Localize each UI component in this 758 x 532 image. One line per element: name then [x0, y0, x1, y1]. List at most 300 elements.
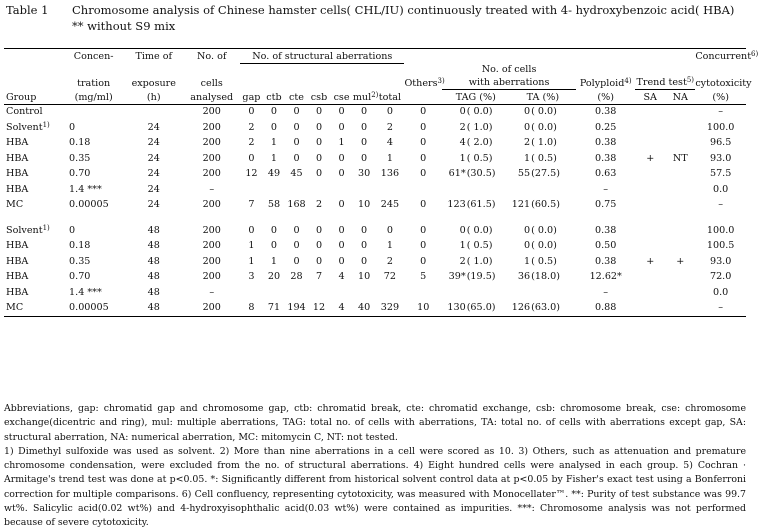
cell-cse	[330, 182, 353, 198]
cell-mul	[353, 285, 376, 301]
header-trend: Trend test$^{5)}$	[635, 63, 695, 90]
header-cyto-3: (%)	[695, 90, 746, 105]
cell-tag-p: (19.5)	[466, 271, 496, 283]
cell-tag-n: 0	[459, 106, 466, 118]
cell-trend-sa: +	[646, 152, 655, 164]
cell-conc: 0.18	[69, 240, 91, 252]
cell-trend-sa	[635, 167, 665, 183]
cell-trend-na	[665, 104, 695, 120]
cell-time: 24	[147, 121, 160, 133]
cell-cells: 200	[202, 240, 221, 252]
cell-cytotoxicity: 93.0	[709, 255, 732, 267]
cell-cytotoxicity: –	[695, 301, 746, 317]
cell-others: 0	[420, 199, 427, 211]
cell-cse: 0	[338, 199, 345, 211]
header-row-3	[4, 90, 746, 105]
cell-ta-p: ( 0.5)	[531, 255, 557, 267]
cell-cells: 200	[202, 137, 221, 149]
cell-ta-n: 1	[523, 152, 531, 164]
cell-trend-na	[665, 285, 695, 301]
cell-cse: 4	[330, 301, 353, 317]
cell-mul: 0	[361, 152, 368, 164]
header-ta: TA (%)	[510, 90, 577, 105]
header-cyto-1: Concurrent$^{6)}$	[695, 50, 758, 62]
table-notes	[4, 402, 746, 531]
cell-ta-n: 36	[517, 271, 531, 283]
cell-ta-n	[510, 285, 531, 301]
cell-cytotoxicity: 96.5	[709, 137, 732, 149]
table-row	[4, 254, 746, 270]
cell-trend-na	[665, 270, 695, 286]
header-group: Group	[4, 90, 63, 105]
cell-cytotoxicity: –	[718, 199, 724, 211]
cell-trend-na	[665, 167, 695, 183]
cell-gap: 0	[248, 106, 255, 118]
cell-total	[375, 285, 404, 301]
table-row	[4, 120, 746, 136]
cell-cells: –	[209, 286, 215, 298]
table-row	[4, 239, 746, 255]
cell-mul: 0	[361, 224, 368, 236]
cell-gap: 2	[248, 121, 255, 133]
cell-cse: 4	[338, 271, 345, 283]
cell-tag-p: ( 0.5)	[466, 240, 493, 252]
cell-ta-p: (63.0)	[531, 301, 576, 317]
cell-others	[404, 285, 442, 301]
cell-conc: 0.00005	[69, 199, 109, 211]
cell-polyploid: –	[603, 183, 609, 195]
cell-polyploid: 0.38	[595, 255, 617, 267]
cell-cse: 0	[338, 224, 345, 236]
cell-cells: 200	[202, 121, 221, 133]
cell-ctb: 49	[267, 168, 281, 180]
cell-cytotoxicity: 100.0	[706, 224, 735, 236]
cell-polyploid: 0.38	[595, 224, 617, 236]
cell-csb	[308, 182, 331, 198]
cell-tag-n: 2	[459, 255, 466, 267]
cell-polyploid: 0.38	[595, 152, 617, 164]
cell-ctb: 0	[270, 240, 278, 252]
cell-time: 24	[147, 137, 160, 149]
cell-polyploid: 0.25	[595, 121, 617, 133]
cell-others: 5	[420, 271, 427, 283]
cell-conc: 0.70	[69, 168, 91, 180]
cell-conc: 0.35	[69, 152, 91, 164]
table-row	[4, 198, 746, 214]
cell-gap: 1	[248, 240, 255, 252]
cell-csb: 0	[315, 137, 323, 149]
cell-cytotoxicity: 100.5	[706, 240, 735, 252]
cell-time: 48	[147, 240, 160, 252]
cell-csb: 0	[315, 255, 323, 267]
header-na: NA	[665, 90, 695, 105]
cell-gap	[240, 285, 263, 301]
cell-others: 0	[420, 121, 427, 133]
cell-cte: 168	[287, 199, 306, 211]
cell-gap: 8	[240, 301, 263, 317]
cell-mul: 10	[357, 199, 371, 211]
cell-ta-n: 0	[523, 240, 531, 252]
cell-ctb: 1	[270, 137, 278, 149]
cell-polyploid: 0.38	[595, 106, 617, 118]
cell-conc: 0.00005	[63, 301, 124, 317]
cell-trend-sa	[635, 270, 665, 286]
header-time-1: Time of	[124, 49, 183, 64]
cell-tag-n: 123	[447, 199, 466, 211]
cell-cells: 200	[183, 301, 240, 317]
cell-trend-na	[665, 301, 695, 317]
cell-ta-p: ( 1.0)	[531, 137, 557, 149]
cell-tag-n: 0	[459, 224, 466, 236]
header-time-3: (h)	[124, 90, 183, 105]
cell-ta-n: 0	[523, 121, 531, 133]
cell-ctb: 71	[263, 301, 286, 317]
cell-csb: 7	[315, 271, 323, 283]
cell-cells: –	[209, 183, 215, 195]
cell-trend-na	[665, 223, 695, 239]
cell-others: 0	[420, 224, 427, 236]
cell-tag-p: (65.0)	[467, 301, 510, 317]
cell-gap: 12	[245, 168, 258, 180]
cell-trend-na: NT	[672, 152, 688, 164]
cell-total: 2	[386, 121, 393, 133]
cell-trend-na	[665, 198, 695, 214]
cell-total: 72	[383, 271, 396, 283]
cell-trend-sa	[635, 182, 665, 198]
table-title: Chromosome analysis of Chinese hamster cells( CHL/IU) continuously treated with 4- hydroxybenzoic acid( HBA) ** without S9 mix	[72, 3, 735, 33]
cell-ta-n: 1	[523, 255, 531, 267]
header-gap: gap	[240, 90, 263, 105]
cell-tag-p: ( 2.0)	[466, 137, 493, 149]
cell-tag-p	[467, 182, 510, 198]
cell-gap	[240, 182, 263, 198]
cell-cte: 0	[293, 106, 300, 118]
header-cells-3: analysed	[183, 90, 240, 105]
header-ctb: ctb	[263, 90, 286, 105]
cell-cells: 200	[202, 199, 221, 211]
header-csb: csb	[308, 90, 331, 105]
cell-ta-p: (27.5)	[531, 168, 560, 180]
cell-mul: 0	[361, 106, 368, 118]
cell-group: HBA	[6, 240, 29, 252]
cell-ctb	[263, 182, 286, 198]
cell-gap: 2	[248, 137, 255, 149]
cell-conc: 0	[69, 224, 76, 236]
cell-total: 2	[386, 255, 393, 267]
table-row	[4, 151, 746, 167]
row-spacer	[4, 213, 746, 223]
cell-others: 0	[420, 137, 427, 149]
cell-others	[404, 182, 442, 198]
cell-cse: 0	[338, 106, 345, 118]
cell-mul	[353, 182, 376, 198]
cell-tag-p: (30.5)	[466, 168, 496, 180]
cell-others: 0	[420, 168, 427, 180]
header-sa: SA	[635, 90, 665, 105]
cell-total: 329	[375, 301, 404, 317]
cell-time: 24	[147, 199, 160, 211]
cell-ta-p: (60.5)	[531, 199, 560, 211]
cell-mul: 0	[361, 240, 368, 252]
cell-conc: 0.18	[69, 137, 91, 149]
cell-tag-p: ( 1.0)	[466, 121, 493, 133]
header-polyploid: Polyploid$^{4)}$	[579, 76, 632, 89]
cell-gap: 3	[248, 271, 255, 283]
cell-others: 10	[404, 301, 442, 317]
table-row	[4, 270, 746, 286]
table-body	[4, 104, 746, 317]
cell-ta-n: 55	[517, 168, 531, 180]
cell-others: 0	[420, 255, 427, 267]
cell-conc: 0	[69, 121, 76, 133]
cell-csb: 0	[315, 106, 323, 118]
cell-group: HBA	[6, 152, 29, 164]
cell-ctb: 20	[267, 271, 281, 283]
header-others: Others$^{3)}$	[404, 76, 445, 89]
cell-polyploid: 0.63	[595, 168, 617, 180]
cell-tag-n: 4	[459, 137, 466, 149]
cell-total	[375, 182, 404, 198]
cell-trend-sa	[635, 120, 665, 136]
cell-trend-sa	[635, 104, 665, 120]
cell-trend-na	[665, 120, 695, 136]
header-structural: No. of structural aberrations	[240, 49, 404, 64]
header-total: total	[375, 90, 404, 105]
cell-cte: 194	[285, 301, 308, 317]
cell-cse: 0	[338, 121, 345, 133]
cell-time: 24	[147, 152, 160, 164]
cell-tag-p: ( 0.5)	[466, 152, 493, 164]
cell-total: 0	[386, 224, 393, 236]
header-cse: cse	[330, 90, 353, 105]
cell-tag-p: ( 0.0)	[466, 224, 493, 236]
cell-mul: 0	[361, 255, 368, 267]
cell-ctb: 1	[270, 152, 278, 164]
header-cyto-2: cytotoxicity	[695, 77, 752, 89]
cell-total: 0	[386, 106, 393, 118]
cell-group: HBA	[6, 168, 29, 180]
cell-conc	[63, 104, 124, 120]
cell-tag-n: 61*	[448, 168, 466, 180]
cell-tag-n: 2	[459, 121, 466, 133]
table-row	[4, 104, 746, 120]
cell-cytotoxicity: 57.5	[709, 168, 732, 180]
cell-csb: 0	[315, 224, 323, 236]
cell-tag-p: ( 1.0)	[466, 255, 493, 267]
cell-time: 48	[147, 255, 160, 267]
cell-total: 136	[380, 168, 400, 180]
cell-time	[124, 104, 183, 120]
cell-csb	[308, 285, 331, 301]
cell-group: HBA	[6, 183, 29, 195]
cell-csb: 0	[315, 121, 323, 133]
cell-cse	[330, 285, 353, 301]
cell-cytotoxicity: 0.0	[713, 286, 729, 298]
cell-time: 48	[124, 301, 183, 317]
cell-trend-na: +	[676, 255, 685, 267]
cell-time: 48	[147, 271, 160, 283]
cell-tag-n: 39*	[448, 271, 466, 283]
cell-others: 0	[420, 106, 427, 118]
cell-ta-p	[531, 182, 576, 198]
cell-cse: 0	[338, 255, 345, 267]
cell-group: MC	[4, 301, 63, 317]
cell-group: HBA	[6, 137, 29, 149]
cell-cse: 0	[338, 168, 345, 180]
cell-mul: 10	[357, 271, 371, 283]
cell-trend-sa	[635, 136, 665, 152]
header-time-2: exposure	[131, 77, 176, 89]
cell-ctb: 1	[270, 255, 278, 267]
cell-ta-p: ( 0.0)	[531, 240, 557, 252]
cell-tag-p	[467, 285, 510, 301]
header-tag: TAG (%)	[442, 90, 510, 105]
cell-time: 24	[147, 183, 160, 195]
cell-cells: 200	[202, 106, 221, 118]
cell-ta-n: 0	[523, 224, 531, 236]
cell-others: 0	[420, 240, 427, 252]
cell-cte: 0	[293, 137, 300, 149]
cell-group: Solvent$^{1)}$	[6, 120, 50, 133]
cell-csb: 2	[315, 199, 323, 211]
cell-mul: 40	[353, 301, 376, 317]
cell-ctb: 0	[270, 106, 278, 118]
cell-trend-sa: +	[646, 255, 655, 267]
cell-trend-sa	[635, 198, 665, 214]
cell-conc: 1.4 ***	[69, 286, 102, 298]
header-conc-3: (mg/ml)	[63, 90, 124, 105]
cell-polyploid: 0.88	[576, 301, 635, 317]
cell-conc: 0.70	[69, 271, 91, 283]
table-label: Table 1	[6, 3, 49, 17]
cell-cells: 200	[202, 224, 221, 236]
table-row	[4, 301, 746, 317]
cell-cte: 0	[293, 224, 300, 236]
cell-ta-p: ( 0.0)	[531, 224, 557, 236]
cell-ta-p: (18.0)	[531, 271, 560, 283]
cell-cells: 200	[202, 255, 221, 267]
cell-tag-p: (61.5)	[466, 199, 496, 211]
cell-group: Control	[6, 106, 43, 118]
header-cells-2: cells	[200, 77, 223, 89]
cell-others: 0	[420, 152, 427, 164]
cell-trend-sa	[635, 239, 665, 255]
header-cte: cte	[285, 90, 308, 105]
cell-total: 1	[386, 152, 393, 164]
cell-cytotoxicity: 93.0	[709, 152, 732, 164]
cell-trend-na	[665, 182, 695, 198]
table-row	[4, 167, 746, 183]
cell-cte: 45	[290, 168, 303, 180]
cell-cytotoxicity: –	[718, 106, 724, 118]
cell-cse: 0	[338, 152, 345, 164]
cell-cte: 0	[293, 255, 300, 267]
cell-tag-n: 1	[459, 240, 466, 252]
cell-polyploid: 0.50	[595, 240, 617, 252]
table-row	[4, 136, 746, 152]
cell-ctb	[263, 285, 286, 301]
cell-cte: 28	[290, 271, 303, 283]
cell-tag-n	[442, 182, 467, 198]
header-with-ab: No. of cells with aberrations	[442, 63, 576, 90]
cell-ta-n: 126	[510, 301, 531, 317]
cell-trend-na	[665, 239, 695, 255]
cell-conc: 0.35	[69, 255, 91, 267]
cell-gap: 0	[248, 224, 255, 236]
cell-tag-p: ( 0.0)	[466, 106, 493, 118]
cell-polyploid: 12.62*	[589, 271, 622, 283]
cell-csb: 0	[315, 240, 323, 252]
cell-conc: 1.4 ***	[69, 183, 102, 195]
cell-ta-p: ( 0.0)	[531, 121, 557, 133]
cell-ta-p: ( 0.0)	[531, 106, 557, 118]
cell-ctb: 0	[270, 224, 278, 236]
cell-mul: 0	[361, 121, 368, 133]
header-polyploid-unit: (%)	[576, 90, 635, 105]
cell-cte: 0	[293, 240, 300, 252]
cell-trend-sa	[635, 223, 665, 239]
cell-ta-p	[531, 285, 576, 301]
cell-total: 1	[386, 240, 393, 252]
cell-cells: 200	[202, 168, 221, 180]
cell-group: HBA	[6, 255, 29, 267]
table-row	[4, 223, 746, 239]
cell-cytotoxicity: 72.0	[709, 271, 732, 283]
cell-cytotoxicity: 100.0	[706, 121, 735, 133]
cell-tag-n: 130	[442, 301, 467, 317]
cell-tag-n	[442, 285, 467, 301]
header-row-2	[4, 63, 746, 90]
header-mul: mul$^{2)}$	[352, 90, 379, 103]
table-row	[4, 285, 746, 301]
cell-time: 48	[147, 224, 160, 236]
abbreviations-note: Abbreviations, gap: chromatid gap and chromosome gap, ctb: chromatid break, cte: chromatid exchange, csb: chromosome break, cse: chromosome exchange(dicentric and ring), mul: multiple aberrations, TAG: total no. of cells with aberrations, TA: total no. of cells with aberrations except gap, SA: structural aberration, NA: numerical aberration, MC: mitomycin C, NT: not tested.	[4, 403, 746, 443]
cell-ta-n: 0	[523, 106, 531, 118]
cell-cells: 200	[202, 271, 221, 283]
cell-cse: 1	[338, 137, 345, 149]
cell-cse: 0	[338, 240, 345, 252]
cell-trend-na	[665, 136, 695, 152]
cell-ta-p: ( 0.5)	[531, 152, 557, 164]
cell-ctb: 0	[270, 121, 278, 133]
header-conc-2: tration	[77, 77, 111, 89]
cell-polyploid: 0.38	[595, 137, 617, 149]
cell-cte	[285, 182, 308, 198]
header-conc-1: Concen-	[63, 49, 124, 64]
cell-group: HBA	[6, 271, 29, 283]
cell-time: 48	[147, 286, 160, 298]
cell-cte: 0	[293, 152, 300, 164]
cell-group: HBA	[6, 286, 29, 298]
cell-mul: 30	[357, 168, 371, 180]
cell-polyploid: 0.75	[595, 199, 617, 211]
cell-gap: 1	[248, 255, 255, 267]
cell-ta-n	[510, 182, 531, 198]
cell-csb: 0	[315, 168, 323, 180]
cell-total: 245	[380, 199, 400, 211]
cell-ta-n: 2	[523, 137, 531, 149]
table-row	[4, 182, 746, 198]
cell-cte: 0	[293, 121, 300, 133]
cell-cells: 200	[202, 152, 221, 164]
cell-csb: 12	[308, 301, 331, 317]
cell-gap: 7	[248, 199, 255, 211]
footnotes: 1) Dimethyl sulfoxide was used as solvent. 2) More than nine aberrations in a cell were scored as 10. 3) Others, such as attenuation and premature chromosome condensation, were excluded from the no. of structural aberrations. 4) Eight hundred cells were analysed in each group. 5) Cochran · Armitage's trend test was done at p<0.05. *: Significantly different from historical solvent control data at p<0.05 by Fisher's exact test using a Bonferroni correction for multiple comparisons. 6) Cell confluency, representing cytotoxicity, was measured with Monocellater™. **: Purity of test substance was 99.7 wt%. Salicylic acid(0.02 wt%) and 4-hydroxyisophthalic acid(0.03 wt%) were contained as impurities. ***: Chromosome analysis was not performed because of severe cytotoxicity.	[4, 445, 746, 529]
cell-trend-sa	[635, 285, 665, 301]
cell-trend-sa	[635, 301, 665, 317]
header-cells-1: No. of	[183, 49, 240, 64]
cell-ctb: 58	[267, 199, 281, 211]
